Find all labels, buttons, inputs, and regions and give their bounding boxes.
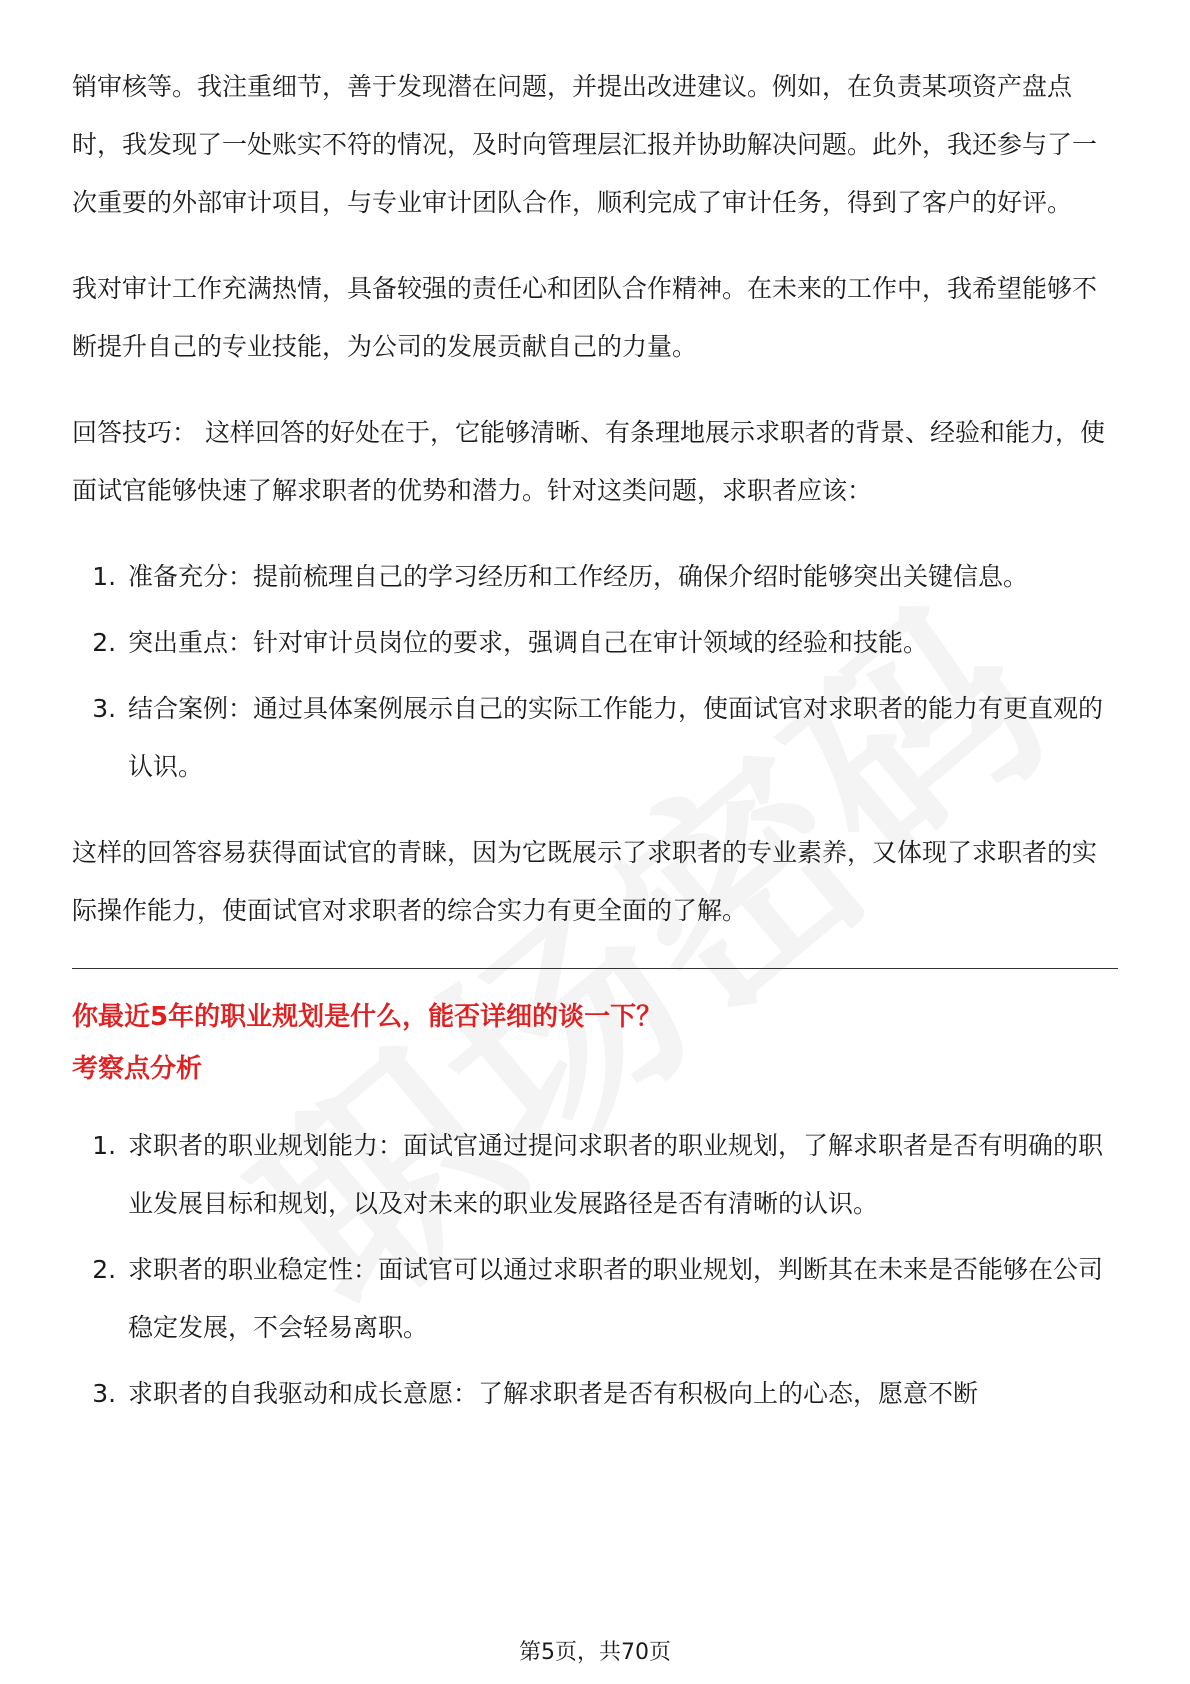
list-item: 1. 准备充分：提前梳理自己的学习经历和工作经历，确保介绍时能够突出关键信息。: [124, 548, 1118, 606]
analysis-heading: 考察点分析: [72, 1054, 203, 1084]
page-content: [72, 58, 1118, 1451]
paragraph: 销审核等。我注重细节，善于发现潜在问题，并提出改进建议。例如，在负责某项资产盘点时，我发现了一处账实不符的情况，及时向管理层汇报并协助解决问题。此外，我还参与了一次重要的外部审计项目，与专业审计团队合作，顺利完成了审计任务，得到了客户的好评。: [72, 72, 1098, 217]
page-number: 第5页，共70页: [519, 1640, 671, 1665]
paragraph: 我对审计工作充满热情，具备较强的责任心和团队合作精神。在未来的工作中，我希望能够不断提升自己的专业技能，为公司的发展贡献自己的力量。: [72, 274, 1098, 361]
analysis-list: [72, 1117, 1118, 1423]
conclusion-paragraph: 这样的回答容易获得面试官的青睐，因为它既展示了求职者的专业素养，又体现了求职者的实际操作能力，使面试官对求职者的综合实力有更全面的了解。: [72, 838, 1098, 925]
list-item: 3. 求职者的自我驱动和成长意愿：了解求职者是否有积极向上的心态，愿意不断: [124, 1365, 1118, 1423]
list-item: 2. 求职者的职业稳定性：面试官可以通过求职者的职业规划，判断其在未来是否能够在公司稳定发展，不会轻易离职。: [124, 1241, 1118, 1357]
question-heading: 你最近5年的职业规划是什么，能否详细的谈一下？: [72, 1002, 663, 1032]
answer-tips-paragraph: 回答技巧： 这样回答的好处在于，它能够清晰、有条理地展示求职者的背景、经验和能力，使面试官能够快速了解求职者的优势和潜力。针对这类问题，求职者应该：: [72, 418, 1105, 505]
section-divider: [72, 968, 1118, 969]
list-item: 3. 结合案例：通过具体案例展示自己的实际工作能力，使面试官对求职者的能力有更直观的认识。: [124, 680, 1118, 796]
tips-list: [72, 548, 1118, 796]
list-item: 2. 突出重点：针对审计员岗位的要求，强调自己在审计领域的经验和技能。: [124, 614, 1118, 672]
list-item: 1. 求职者的职业规划能力：面试官通过提问求职者的职业规划，了解求职者是否有明确的职业发展目标和规划，以及对未来的职业发展路径是否有清晰的认识。: [124, 1117, 1118, 1233]
